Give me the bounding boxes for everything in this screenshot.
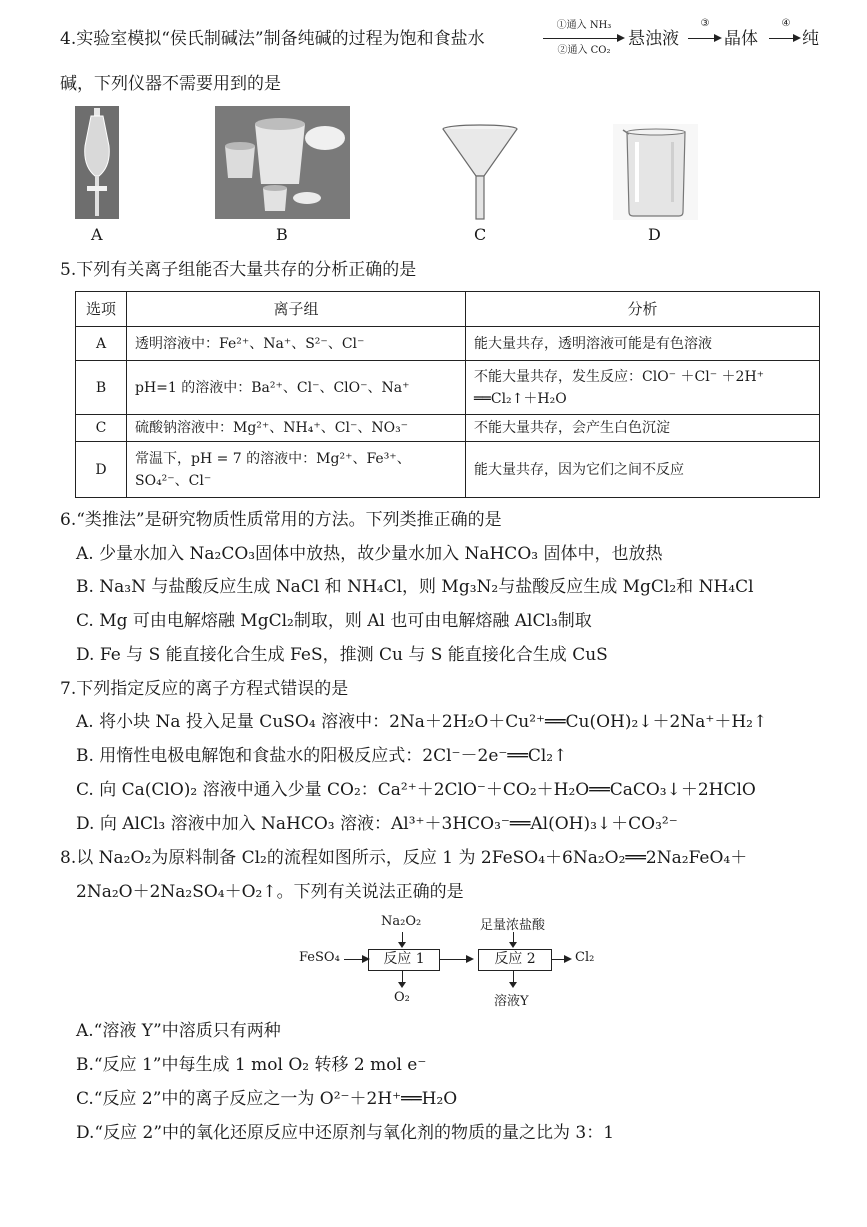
q8-stem-line1: 8.以 Na₂O₂为原料制备 Cl₂的流程如图所示，反应 1 为 2FeSO₄＋6Na₂O₂══2Na₂FeO₄＋ xyxy=(60,848,748,868)
flow-arrow-head-icon xyxy=(509,982,517,988)
q4-arrow2-line xyxy=(688,38,716,39)
funnel-picture xyxy=(441,124,519,220)
q4-mid2: 晶体 xyxy=(724,29,758,49)
q4-arrow3-head-icon xyxy=(793,34,801,42)
q8-stem-line2: 2Na₂O＋2Na₂SO₄＋O₂↑。下列有关说法正确的是 xyxy=(76,882,464,902)
header-option: 选项 xyxy=(76,292,127,327)
flow-arrow-head-icon xyxy=(509,942,517,948)
crucible-picture xyxy=(215,106,350,219)
q4-arrow2-label: ③ xyxy=(700,18,710,29)
table-row xyxy=(76,361,820,415)
flow-arrow-head-icon xyxy=(398,942,406,948)
q4-arrow1-line xyxy=(543,38,619,39)
flow-box-reaction1: 反应 1 xyxy=(368,949,440,971)
header-ions: 离子组 xyxy=(127,292,466,327)
row-analysis: 不能大量共存，会产生白色沉淀 xyxy=(466,415,820,442)
q4-arrow1-bottom-label: ②通入 CO₂ xyxy=(557,45,611,56)
table-header-row xyxy=(76,292,820,327)
row-analysis: 能大量共存，因为它们之间不反应 xyxy=(466,442,820,498)
row-ions: pH=1 的溶液中：Ba²⁺、Cl⁻、ClO⁻、Na⁺ xyxy=(127,361,466,415)
row-option: A xyxy=(76,327,127,361)
row-analysis: 不能大量共存，发生反应：ClO⁻ ＋Cl⁻ ＋2H⁺ ══Cl₂↑＋H₂O xyxy=(466,361,820,415)
beaker-picture xyxy=(613,124,698,220)
row-option: C xyxy=(76,415,127,442)
flow-input: FeSO₄ xyxy=(299,950,340,965)
row-option: D xyxy=(76,442,127,498)
q6-stem: 6.“类推法”是研究物质性质常用的方法。下列类推正确的是 xyxy=(60,510,502,530)
table-row xyxy=(76,415,820,442)
q6-option-d: D. Fe 与 S 能直接化合生成 FeS，推测 Cu 与 S 能直接化合生成 CuS xyxy=(76,645,608,665)
q4-stem-pre: 4.实验室模拟“侯氏制碱法”制备纯碱的过程为饱和食盐水 xyxy=(60,29,485,49)
q5-table xyxy=(75,291,820,498)
q7-option-a: A. 将小块 Na 投入足量 CuSO₄ 溶液中：2Na＋2H₂O＋Cu²⁺══Cu(OH)₂↓＋2Na⁺＋H₂↑ xyxy=(76,712,768,732)
q6-option-c: C. Mg 可由电解熔融 MgCl₂制取，则 Al 也可由电解熔融 AlCl₃制取 xyxy=(76,611,592,631)
row-option: B xyxy=(76,361,127,415)
q8-option-b: B.“反应 1”中每生成 1 mol O₂ 转移 2 mol e⁻ xyxy=(76,1055,427,1075)
row-ions: 常温下，pH = 7 的溶液中：Mg²⁺、Fe³⁺、SO₄²⁻、Cl⁻ xyxy=(127,442,466,498)
flow-arrow-head-icon xyxy=(564,955,572,963)
q6-option-b: B. Na₃N 与盐酸反应生成 NaCl 和 NH₄Cl，则 Mg₃N₂与盐酸反应生成 MgCl₂和 NH₄Cl xyxy=(76,577,754,597)
table-row xyxy=(76,327,820,361)
flow-product: Cl₂ xyxy=(575,950,595,965)
q6-option-a: A. 少量水加入 Na₂CO₃固体中放热，故少量水加入 NaHCO₃ 固体中，也放热 xyxy=(76,544,663,564)
row-ions: 硫酸钠溶液中：Mg²⁺、NH₄⁺、Cl⁻、NO₃⁻ xyxy=(127,415,466,442)
separatory-funnel-picture xyxy=(75,106,119,219)
q4-mid1: 悬浊液 xyxy=(628,29,679,49)
flow-arrow-head-icon xyxy=(466,955,474,963)
caption-d: D xyxy=(648,225,661,244)
flow-box-reaction2: 反应 2 xyxy=(478,949,552,971)
flow-reagent1: Na₂O₂ xyxy=(381,914,422,929)
flow-out1: O₂ xyxy=(394,990,410,1005)
caption-a: A xyxy=(91,225,103,244)
row-analysis: 能大量共存，透明溶液可能是有色溶液 xyxy=(466,327,820,361)
flow-reagent2: 足量浓盐酸 xyxy=(480,918,546,933)
flow-out2: 溶液Y xyxy=(494,994,529,1009)
row-ions: 透明溶液中：Fe²⁺、Na⁺、S²⁻、Cl⁻ xyxy=(127,327,466,361)
q8-option-c: C.“反应 2”中的离子反应之一为 O²⁻＋2H⁺══H₂O xyxy=(76,1089,458,1109)
q7-stem: 7.下列指定反应的离子方程式错误的是 xyxy=(60,679,349,699)
q4-arrow3-label: ④ xyxy=(781,18,791,29)
q8-option-a: A.“溶液 Y”中溶质只有两种 xyxy=(76,1021,281,1041)
q4-arrow3-line xyxy=(769,38,795,39)
q8-option-d: D.“反应 2”中的氧化还原反应中还原剂与氧化剂的物质的量之比为 3：1 xyxy=(76,1123,615,1143)
table-row xyxy=(76,442,820,498)
caption-b: B xyxy=(276,225,288,244)
flow-arrow-head-icon xyxy=(398,982,406,988)
caption-c: C xyxy=(474,225,487,244)
q5-stem: 5.下列有关离子组能否大量共存的分析正确的是 xyxy=(60,260,417,280)
q4-arrow2-head-icon xyxy=(714,34,722,42)
q7-option-b: B. 用惰性电极电解饱和食盐水的阳极反应式：2Cl⁻－2e⁻══Cl₂↑ xyxy=(76,746,568,766)
flow-arrow-line xyxy=(440,959,468,960)
q4-end: 纯 xyxy=(802,29,819,49)
q4-stem-line2: 碱，下列仪器不需要用到的是 xyxy=(60,74,281,94)
q7-option-d: D. 向 AlCl₃ 溶液中加入 NaHCO₃ 溶液：Al³⁺＋3HCO₃⁻══Al(OH)₃↓＋CO₃²⁻ xyxy=(76,814,678,834)
q4-stem-line1 xyxy=(60,27,485,51)
q4-arrow1-top-label: ①通入 NH₃ xyxy=(556,20,612,31)
flow-arrow-line xyxy=(344,959,364,960)
header-analysis: 分析 xyxy=(466,292,820,327)
q7-option-c: C. 向 Ca(ClO)₂ 溶液中通入少量 CO₂：Ca²⁺＋2ClO⁻＋CO₂＋H₂O══CaCO₃↓＋2HClO xyxy=(76,780,756,800)
